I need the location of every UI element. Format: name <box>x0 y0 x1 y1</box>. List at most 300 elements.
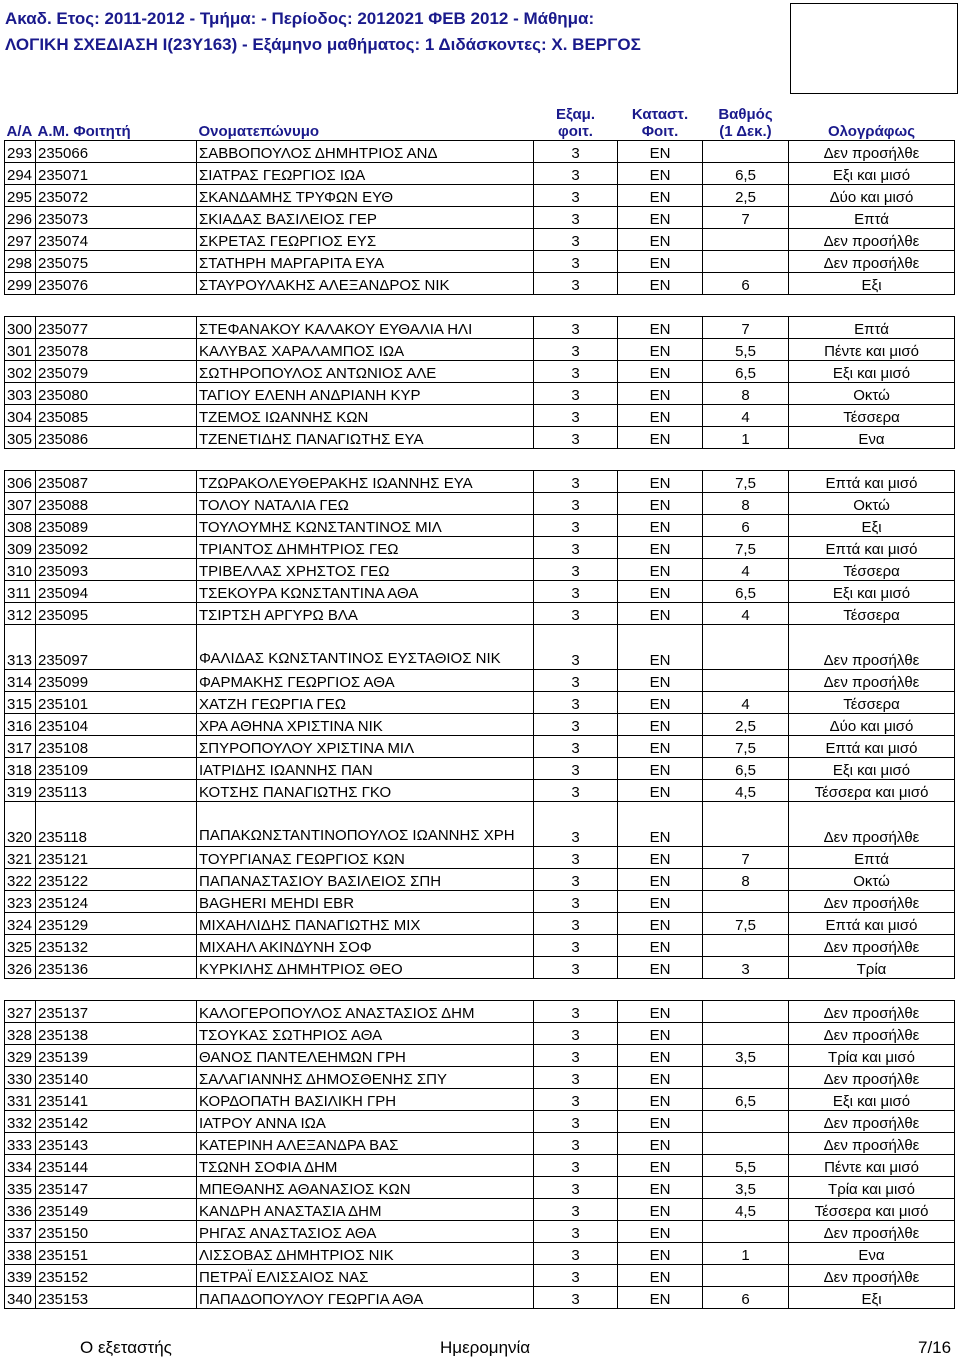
cell-aa: 325 <box>5 935 36 957</box>
cell-aa: 334 <box>5 1155 36 1177</box>
cell-grade <box>703 935 789 957</box>
cell-name: ΣΤΑΥΡΟΥΛΑΚΗΣ ΑΛΕΞΑΝΔΡΟΣ ΝΙΚ <box>197 273 534 295</box>
cell-words: Επτά <box>789 847 955 869</box>
cell-status: ΕΝ <box>618 361 703 383</box>
cell-words: Εξι <box>789 515 955 537</box>
cell-words: Δεν προσήλθε <box>789 1221 955 1243</box>
cell-words: Οκτώ <box>789 869 955 891</box>
cell-sem: 3 <box>534 1287 618 1309</box>
cell-name: ΤΡΙΒΕΛΛΑΣ ΧΡΗΣΤΟΣ ΓΕΩ <box>197 559 534 581</box>
table-row <box>5 935 955 957</box>
cell-am: 235149 <box>36 1199 197 1221</box>
cell-status: ΕΝ <box>618 891 703 913</box>
cell-am: 235093 <box>36 559 197 581</box>
cell-am: 235101 <box>36 692 197 714</box>
cell-am: 235137 <box>36 1001 197 1023</box>
cell-sem: 3 <box>534 1001 618 1023</box>
cell-words: Δεν προσήλθε <box>789 935 955 957</box>
cell-words: Δεν προσήλθε <box>789 1023 955 1045</box>
cell-sem: 3 <box>534 207 618 229</box>
cell-sem: 3 <box>534 670 618 692</box>
table-row <box>5 361 955 383</box>
cell-grade: 4 <box>703 603 789 625</box>
cell-sem: 3 <box>534 163 618 185</box>
cell-name: ΚΑΛΟΓΕΡΟΠΟΥΛΟΣ ΑΝΑΣΤΑΣΙΟΣ ΔΗΜ <box>197 1001 534 1023</box>
header-line-1: Ακαδ. Ετος: 2011-2012 - Τμήμα: - Περίοδος: 2012021 ΦΕΒ 2012 - Μάθημα: <box>5 9 595 28</box>
cell-aa: 336 <box>5 1199 36 1221</box>
cell-sem: 3 <box>534 185 618 207</box>
cell-grade <box>703 625 789 670</box>
cell-sem: 3 <box>534 493 618 515</box>
cell-sem: 3 <box>534 581 618 603</box>
cell-status: ΕΝ <box>618 847 703 869</box>
cell-aa: 297 <box>5 229 36 251</box>
cell-words: Πέντε και μισό <box>789 1155 955 1177</box>
table-row <box>5 427 955 449</box>
cell-sem: 3 <box>534 1111 618 1133</box>
cell-sem: 3 <box>534 935 618 957</box>
cell-aa: 322 <box>5 869 36 891</box>
cell-aa: 326 <box>5 957 36 979</box>
table-row <box>5 405 955 427</box>
cell-words: Τρία <box>789 957 955 979</box>
cell-aa: 299 <box>5 273 36 295</box>
cell-am: 235092 <box>36 537 197 559</box>
cell-aa: 309 <box>5 537 36 559</box>
cell-aa: 308 <box>5 515 36 537</box>
cell-sem: 3 <box>534 559 618 581</box>
cell-sem: 3 <box>534 758 618 780</box>
table-row <box>5 1045 955 1067</box>
cell-sem: 3 <box>534 229 618 251</box>
cell-am: 235078 <box>36 339 197 361</box>
table-row <box>5 913 955 935</box>
cell-sem: 3 <box>534 1023 618 1045</box>
cell-words: Εξι και μισό <box>789 1089 955 1111</box>
cell-name: ΤΖΕΜΟΣ ΙΩΑΝΝΗΣ ΚΩΝ <box>197 405 534 427</box>
cell-words: Δεν προσήλθε <box>789 891 955 913</box>
cell-sem: 3 <box>534 273 618 295</box>
cell-name: ΤΖΩΡΑΚΟΛΕΥΘΕΡΑΚΗΣ ΙΩΑΝΝΗΣ ΕΥΑ <box>197 471 534 493</box>
cell-grade: 6,5 <box>703 581 789 603</box>
cell-grade: 8 <box>703 493 789 515</box>
cell-aa: 320 <box>5 802 36 847</box>
cell-grade <box>703 1067 789 1089</box>
cell-sem: 3 <box>534 1155 618 1177</box>
cell-grade: 6,5 <box>703 361 789 383</box>
cell-grade: 6,5 <box>703 758 789 780</box>
row-spacer <box>5 295 955 317</box>
cell-words: Οκτώ <box>789 383 955 405</box>
cell-name: ΣΤΑΤΗΡΗ ΜΑΡΓΑΡΙΤΑ ΕΥΑ <box>197 251 534 273</box>
cell-aa: 317 <box>5 736 36 758</box>
cell-am: 235108 <box>36 736 197 758</box>
cell-words: Τέσσερα <box>789 405 955 427</box>
cell-am: 235088 <box>36 493 197 515</box>
cell-aa: 333 <box>5 1133 36 1155</box>
cell-am: 235118 <box>36 802 197 847</box>
cell-am: 235087 <box>36 471 197 493</box>
cell-status: ΕΝ <box>618 1023 703 1045</box>
cell-status: ΕΝ <box>618 493 703 515</box>
cell-name: ΙΑΤΡΙΔΗΣ ΙΩΑΝΝΗΣ ΠΑΝ <box>197 758 534 780</box>
cell-name: ΙΑΤΡΟΥ ΑΝΝΑ ΙΩΑ <box>197 1111 534 1133</box>
cell-status: ΕΝ <box>618 758 703 780</box>
cell-name: ΣΠΥΡΟΠΟΥΛΟΥ ΧΡΙΣΤΙΝΑ ΜΙΛ <box>197 736 534 758</box>
row-spacer <box>5 449 955 471</box>
cell-status: ΕΝ <box>618 1177 703 1199</box>
table-row <box>5 339 955 361</box>
cell-sem: 3 <box>534 1045 618 1067</box>
cell-name: ΜΙΧΑΗΛ ΑΚΙΝΔΥΝΗ ΣΟΦ <box>197 935 534 957</box>
table-row <box>5 1243 955 1265</box>
cell-am: 235152 <box>36 1265 197 1287</box>
cell-words: Επτά <box>789 207 955 229</box>
cell-words: Δεν προσήλθε <box>789 1067 955 1089</box>
cell-name: ΣΤΕΦΑΝΑΚΟΥ ΚΑΛΑΚΟΥ ΕΥΘΑΛΙΑ ΗΛΙ <box>197 317 534 339</box>
cell-status: ΕΝ <box>618 207 703 229</box>
cell-status: ΕΝ <box>618 935 703 957</box>
table-row <box>5 185 955 207</box>
cell-sem: 3 <box>534 1199 618 1221</box>
table-row <box>5 891 955 913</box>
cell-am: 235094 <box>36 581 197 603</box>
cell-status: ΕΝ <box>618 692 703 714</box>
table-row <box>5 1133 955 1155</box>
cell-name: ΚΑΛΥΒΑΣ ΧΑΡΑΛΑΜΠΟΣ ΙΩΑ <box>197 339 534 361</box>
cell-am: 235151 <box>36 1243 197 1265</box>
cell-am: 235077 <box>36 317 197 339</box>
cell-words: Οκτώ <box>789 493 955 515</box>
cell-grade: 5,5 <box>703 1155 789 1177</box>
cell-status: ΕΝ <box>618 603 703 625</box>
table-row <box>5 603 955 625</box>
cell-sem: 3 <box>534 780 618 802</box>
cell-sem: 3 <box>534 515 618 537</box>
cell-grade: 4 <box>703 692 789 714</box>
cell-am: 235066 <box>36 141 197 163</box>
cell-grade: 4 <box>703 559 789 581</box>
cell-name: ΣΚΡΕΤΑΣ ΓΕΩΡΓΙΟΣ ΕΥΣ <box>197 229 534 251</box>
cell-grade: 6 <box>703 1287 789 1309</box>
cell-status: ΕΝ <box>618 1089 703 1111</box>
cell-status: ΕΝ <box>618 1133 703 1155</box>
cell-name: ΣΩΤΗΡΟΠΟΥΛΟΣ ΑΝΤΩΝΙΟΣ ΑΛΕ <box>197 361 534 383</box>
cell-aa: 301 <box>5 339 36 361</box>
empty-box <box>790 3 958 94</box>
cell-status: ΕΝ <box>618 780 703 802</box>
cell-sem: 3 <box>534 1243 618 1265</box>
cell-aa: 304 <box>5 405 36 427</box>
cell-name: ΤΟΛΟΥ ΝΑΤΑΛΙΑ ΓΕΩ <box>197 493 534 515</box>
cell-aa: 312 <box>5 603 36 625</box>
cell-status: ΕΝ <box>618 405 703 427</box>
cell-grade <box>703 1001 789 1023</box>
cell-am: 235080 <box>36 383 197 405</box>
cell-grade <box>703 141 789 163</box>
cell-aa: 306 <box>5 471 36 493</box>
col-semester: Εξαμ. φοιτ. <box>555 106 596 140</box>
cell-status: ΕΝ <box>618 1265 703 1287</box>
cell-status: ΕΝ <box>618 317 703 339</box>
cell-name: ΘΑΝΟΣ ΠΑΝΤΕΛΕΗΜΩΝ ΓΡΗ <box>197 1045 534 1067</box>
cell-sem: 3 <box>534 603 618 625</box>
cell-words: Δεν προσήλθε <box>789 1001 955 1023</box>
cell-name: ΤΟΥΡΓΙΑΝΑΣ ΓΕΩΡΓΙΟΣ ΚΩΝ <box>197 847 534 869</box>
cell-grade: 7 <box>703 317 789 339</box>
cell-grade <box>703 1111 789 1133</box>
cell-status: ΕΝ <box>618 163 703 185</box>
cell-aa: 316 <box>5 714 36 736</box>
cell-words: Τέσσερα <box>789 603 955 625</box>
cell-grade: 8 <box>703 383 789 405</box>
table-row <box>5 869 955 891</box>
cell-aa: 328 <box>5 1023 36 1045</box>
cell-name: ΤΣΙΡΤΣΗ ΑΡΓΥΡΩ ΒΛΑ <box>197 603 534 625</box>
cell-sem: 3 <box>534 913 618 935</box>
col-grade: Βαθμός (1 Δεκ.) <box>718 106 773 140</box>
cell-grade: 7,5 <box>703 736 789 758</box>
cell-am: 235143 <box>36 1133 197 1155</box>
cell-status: ΕΝ <box>618 1155 703 1177</box>
table-row <box>5 163 955 185</box>
cell-name: ΚΥΡΚΙΛΗΣ ΔΗΜΗΤΡΙΟΣ ΘΕΟ <box>197 957 534 979</box>
table-header <box>5 98 955 141</box>
table-row <box>5 780 955 802</box>
cell-name: ΤΣΕΚΟΥΡΑ ΚΩΝΣΤΑΝΤΙΝΑ ΑΘΑ <box>197 581 534 603</box>
cell-aa: 329 <box>5 1045 36 1067</box>
cell-am: 235144 <box>36 1155 197 1177</box>
cell-aa: 311 <box>5 581 36 603</box>
cell-am: 235097 <box>36 625 197 670</box>
col-words: Ολογράφως <box>827 123 916 140</box>
cell-am: 235109 <box>36 758 197 780</box>
cell-status: ΕΝ <box>618 1199 703 1221</box>
cell-aa: 332 <box>5 1111 36 1133</box>
cell-status: ΕΝ <box>618 383 703 405</box>
cell-am: 235142 <box>36 1111 197 1133</box>
cell-aa: 303 <box>5 383 36 405</box>
cell-aa: 331 <box>5 1089 36 1111</box>
cell-status: ΕΝ <box>618 537 703 559</box>
col-aa: Α/Α <box>6 123 33 140</box>
col-name: Ονοματεπώνυμο <box>198 123 320 140</box>
cell-grade: 6,5 <box>703 163 789 185</box>
cell-aa: 295 <box>5 185 36 207</box>
table-row <box>5 736 955 758</box>
table-row <box>5 207 955 229</box>
cell-name: ΚΟΤΣΗΣ ΠΑΝΑΓΙΩΤΗΣ ΓΚΟ <box>197 780 534 802</box>
cell-words: Δύο και μισό <box>789 714 955 736</box>
cell-grade <box>703 1133 789 1155</box>
cell-words: Ενα <box>789 427 955 449</box>
cell-am: 235150 <box>36 1221 197 1243</box>
cell-status: ΕΝ <box>618 339 703 361</box>
cell-words: Δεν προσήλθε <box>789 670 955 692</box>
cell-am: 235072 <box>36 185 197 207</box>
cell-aa: 330 <box>5 1067 36 1089</box>
cell-grade: 3,5 <box>703 1045 789 1067</box>
cell-words: Τρία και μισό <box>789 1177 955 1199</box>
cell-name: ΦΑΡΜΑΚΗΣ ΓΕΩΡΓΙΟΣ ΑΘΑ <box>197 670 534 692</box>
cell-status: ΕΝ <box>618 229 703 251</box>
cell-grade: 7 <box>703 847 789 869</box>
table-row <box>5 1265 955 1287</box>
cell-grade: 8 <box>703 869 789 891</box>
cell-status: ΕΝ <box>618 869 703 891</box>
cell-status: ΕΝ <box>618 714 703 736</box>
cell-am: 235095 <box>36 603 197 625</box>
cell-am: 235073 <box>36 207 197 229</box>
cell-name: BAGHERI MEHDI EBR <box>197 891 534 913</box>
cell-status: ΕΝ <box>618 1287 703 1309</box>
cell-grade: 6 <box>703 273 789 295</box>
cell-sem: 3 <box>534 383 618 405</box>
table-row <box>5 1155 955 1177</box>
cell-am: 235147 <box>36 1177 197 1199</box>
cell-grade <box>703 1221 789 1243</box>
cell-words: Εξι και μισό <box>789 581 955 603</box>
cell-aa: 313 <box>5 625 36 670</box>
cell-words: Δεν προσήλθε <box>789 251 955 273</box>
page-number: 7/16 <box>918 1338 952 1357</box>
cell-grade <box>703 891 789 913</box>
table-row <box>5 714 955 736</box>
table-row <box>5 1177 955 1199</box>
header-line-2: ΛΟΓΙΚΗ ΣΧΕΔΙΑΣΗ Ι(23Υ163) - Εξάμηνο μαθήματος: 1 Διδάσκοντες: Χ. ΒΕΡΓΟΣ <box>5 35 641 54</box>
table-row <box>5 251 955 273</box>
cell-name: ΤΖΕΝΕΤΙΔΗΣ ΠΑΝΑΓΙΩΤΗΣ ΕΥΑ <box>197 427 534 449</box>
cell-status: ΕΝ <box>618 736 703 758</box>
cell-words: Δεν προσήλθε <box>789 625 955 670</box>
cell-status: ΕΝ <box>618 957 703 979</box>
cell-aa: 310 <box>5 559 36 581</box>
cell-am: 235124 <box>36 891 197 913</box>
cell-am: 235099 <box>36 670 197 692</box>
cell-status: ΕΝ <box>618 625 703 670</box>
cell-aa: 296 <box>5 207 36 229</box>
cell-words: Ενα <box>789 1243 955 1265</box>
cell-am: 235138 <box>36 1023 197 1045</box>
cell-name: ΣΚΙΑΔΑΣ ΒΑΣΙΛΕΙΟΣ ΓΕΡ <box>197 207 534 229</box>
cell-name: ΦΑΛΙΔΑΣ ΚΩΝΣΤΑΝΤΙΝΟΣ ΕΥΣΤΑΘΙΟΣ ΝΙΚ <box>197 625 534 670</box>
cell-grade: 3,5 <box>703 1177 789 1199</box>
cell-am: 235085 <box>36 405 197 427</box>
cell-sem: 3 <box>534 471 618 493</box>
cell-aa: 324 <box>5 913 36 935</box>
col-status: Καταστ. Φοιτ. <box>631 106 689 140</box>
cell-status: ΕΝ <box>618 1221 703 1243</box>
cell-grade: 1 <box>703 1243 789 1265</box>
cell-aa: 305 <box>5 427 36 449</box>
cell-status: ΕΝ <box>618 427 703 449</box>
table-row <box>5 957 955 979</box>
table-row <box>5 1111 955 1133</box>
cell-grade <box>703 251 789 273</box>
cell-aa: 300 <box>5 317 36 339</box>
date-label: Ημερομηνία <box>440 1338 531 1357</box>
cell-am: 235071 <box>36 163 197 185</box>
cell-words: Δεν προσήλθε <box>789 802 955 847</box>
table-row <box>5 1067 955 1089</box>
cell-status: ΕΝ <box>618 515 703 537</box>
cell-aa: 307 <box>5 493 36 515</box>
cell-am: 235076 <box>36 273 197 295</box>
cell-am: 235139 <box>36 1045 197 1067</box>
cell-sem: 3 <box>534 537 618 559</box>
cell-grade: 4,5 <box>703 1199 789 1221</box>
cell-name: ΠΕΤΡΑΪ ΕΛΙΣΣΑΙΟΣ ΝΑΣ <box>197 1265 534 1287</box>
cell-sem: 3 <box>534 1089 618 1111</box>
cell-words: Δεν προσήλθε <box>789 1265 955 1287</box>
cell-grade: 2,5 <box>703 185 789 207</box>
cell-sem: 3 <box>534 736 618 758</box>
cell-name: ΜΙΧΑΗΛΙΔΗΣ ΠΑΝΑΓΙΩΤΗΣ ΜΙΧ <box>197 913 534 935</box>
table-row <box>5 1089 955 1111</box>
cell-status: ΕΝ <box>618 581 703 603</box>
cell-name: ΡΗΓΑΣ ΑΝΑΣΤΑΣΙΟΣ ΑΘΑ <box>197 1221 534 1243</box>
cell-grade: 5,5 <box>703 339 789 361</box>
cell-name: ΜΠΕΘΑΝΗΣ ΑΘΑΝΑΣΙΟΣ ΚΩΝ <box>197 1177 534 1199</box>
cell-words: Τέσσερα και μισό <box>789 1199 955 1221</box>
cell-sem: 3 <box>534 339 618 361</box>
cell-sem: 3 <box>534 251 618 273</box>
table-row <box>5 1023 955 1045</box>
table-row <box>5 471 955 493</box>
cell-words: Δεν προσήλθε <box>789 1111 955 1133</box>
cell-status: ΕΝ <box>618 1243 703 1265</box>
cell-grade: 7 <box>703 207 789 229</box>
cell-status: ΕΝ <box>618 1111 703 1133</box>
cell-name: ΤΡΙΑΝΤΟΣ ΔΗΜΗΤΡΙΟΣ ΓΕΩ <box>197 537 534 559</box>
cell-words: Δύο και μισό <box>789 185 955 207</box>
cell-words: Εξι <box>789 273 955 295</box>
cell-sem: 3 <box>534 625 618 670</box>
cell-sem: 3 <box>534 714 618 736</box>
table-row <box>5 581 955 603</box>
cell-aa: 340 <box>5 1287 36 1309</box>
cell-status: ΕΝ <box>618 913 703 935</box>
table-row <box>5 141 955 163</box>
cell-name: ΠΑΠΑΚΩΝΣΤΑΝΤΙΝΟΠΟΥΛΟΣ ΙΩΑΝΝΗΣ ΧΡΗ <box>197 802 534 847</box>
cell-words: Πέντε και μισό <box>789 339 955 361</box>
cell-sem: 3 <box>534 1133 618 1155</box>
cell-am: 235086 <box>36 427 197 449</box>
cell-grade: 6 <box>703 515 789 537</box>
cell-name: ΤΑΓΙΟΥ ΕΛΕΝΗ ΑΝΔΡΙΑΝΗ ΚΥΡ <box>197 383 534 405</box>
cell-grade <box>703 1265 789 1287</box>
cell-grade: 2,5 <box>703 714 789 736</box>
cell-aa: 321 <box>5 847 36 869</box>
table-row <box>5 559 955 581</box>
cell-aa: 338 <box>5 1243 36 1265</box>
cell-sem: 3 <box>534 957 618 979</box>
table-row <box>5 273 955 295</box>
cell-name: ΧΑΤΖΗ ΓΕΩΡΓΙΑ ΓΕΩ <box>197 692 534 714</box>
cell-name: ΤΟΥΛΟΥΜΗΣ ΚΩΝΣΤΑΝΤΙΝΟΣ ΜΙΛ <box>197 515 534 537</box>
cell-name: ΚΑΤΕΡΙΝΗ ΑΛΕΞΑΝΔΡΑ ΒΑΣ <box>197 1133 534 1155</box>
cell-aa: 318 <box>5 758 36 780</box>
cell-grade: 1 <box>703 427 789 449</box>
cell-status: ΕΝ <box>618 670 703 692</box>
cell-name: ΣΚΑΝΔΑΜΗΣ ΤΡΥΦΩΝ ΕΥΘ <box>197 185 534 207</box>
cell-am: 235104 <box>36 714 197 736</box>
cell-aa: 337 <box>5 1221 36 1243</box>
cell-status: ΕΝ <box>618 1001 703 1023</box>
cell-aa: 315 <box>5 692 36 714</box>
cell-words: Δεν προσήλθε <box>789 229 955 251</box>
cell-name: ΛΙΣΣΟΒΑΣ ΔΗΜΗΤΡΙΟΣ ΝΙΚ <box>197 1243 534 1265</box>
